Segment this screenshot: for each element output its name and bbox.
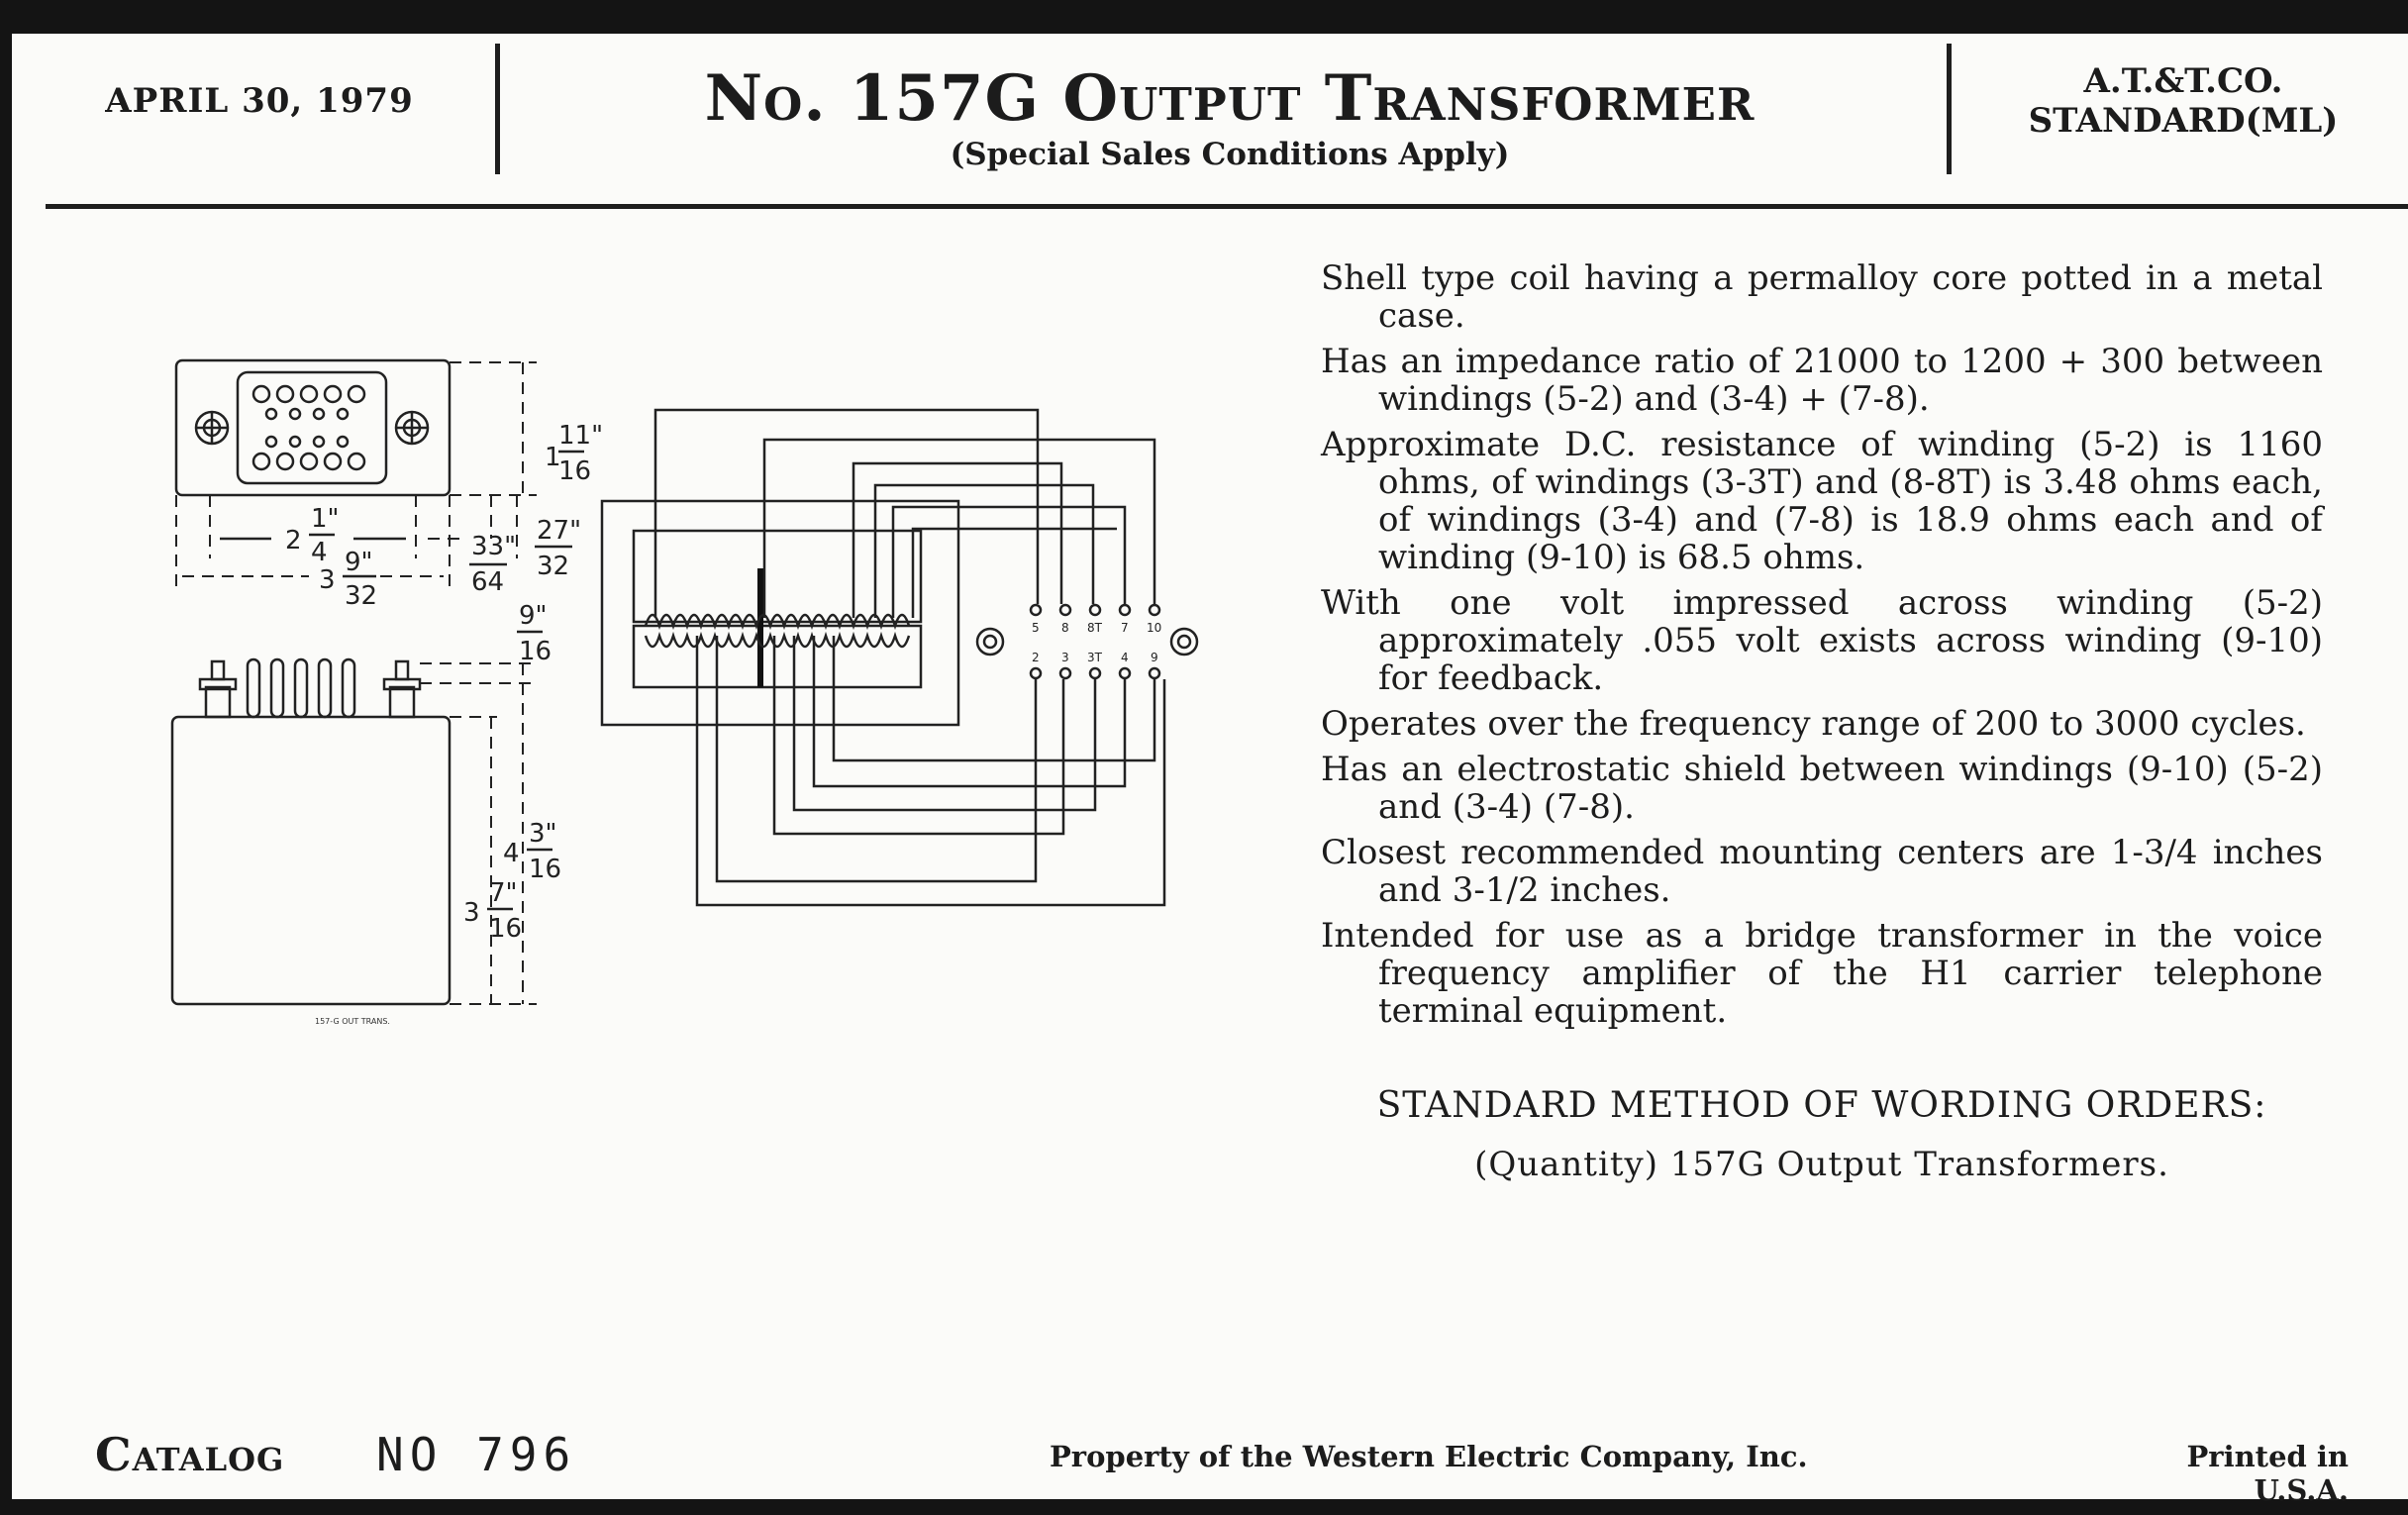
- standard-line-2: STANDARD(ML): [2028, 101, 2339, 141]
- description-text: [1321, 259, 2323, 1038]
- pin-label-7: 7: [1121, 621, 1129, 635]
- dim-side-b-num: 27": [537, 516, 582, 546]
- dim-side-a-den: 64: [471, 567, 505, 597]
- side-view-case: [172, 717, 450, 1004]
- schematic-stud-left: [977, 629, 1003, 655]
- pin-label-5: 5: [1032, 621, 1040, 635]
- ordering-heading: STANDARD METHOD OF WORDING ORDERS:: [1376, 1085, 2267, 1126]
- dim-inner-width-den: 4: [311, 538, 328, 567]
- dim-lug-den: 16: [519, 637, 552, 666]
- dim-side-b-den: 32: [537, 552, 570, 581]
- standard-label: [1958, 61, 2408, 141]
- dim-inner-width-num: 1": [311, 504, 340, 534]
- description-paragraph: Shell type coil having a permalloy core potted in a metal case.: [1321, 258, 2323, 336]
- pin-label-3t: 3T: [1087, 651, 1102, 664]
- dim-inner-width-whole: 2: [285, 526, 302, 556]
- description-paragraph: Intended for use as a bridge transformer in the voice frequency amplifier of the H1 carrier telephone terminal equipment.: [1321, 916, 2323, 1031]
- description-paragraph: Approximate D.C. resistance of winding (5-2) is 1160 ohms, of windings (3-3T) and (8-8T) is 3.48 ohms each, of windings (3-4) and (7-8) is 18.9 ohms each and of winding (9-10) is 68.5 ohms.: [1321, 425, 2323, 577]
- schematic-core-lower: [634, 626, 921, 687]
- standard-line-1: A.T.&T.CO.: [2083, 61, 2283, 101]
- ordering-text: (Quantity) 157G Output Transformers.: [1474, 1145, 2169, 1184]
- schematic-stud-right: [1171, 629, 1197, 655]
- winding-coils-upper: [646, 615, 909, 626]
- dim-body-height-num: 3": [529, 819, 557, 849]
- side-stud-left: [200, 661, 236, 717]
- description-paragraph: Has an impedance ratio of 21000 to 1200 + 300 between windings (5-2) and (3-4) + (7-8).: [1321, 342, 2323, 419]
- solder-lugs: [248, 659, 354, 717]
- side-view: [172, 659, 537, 1004]
- description-paragraph: Operates over the frequency range of 200 to 3000 cycles.: [1321, 704, 2306, 744]
- dim-outer-width-whole: 3: [319, 565, 336, 595]
- dim-body-height-whole: 4: [503, 839, 520, 868]
- pin-label-10: 10: [1147, 621, 1162, 635]
- description-paragraph: Has an electrostatic shield between windings (9-10) (5-2) and (3-4) (7-8).: [1321, 750, 2323, 827]
- dim-height-top-num: 11": [558, 421, 604, 451]
- side-stud-right: [384, 661, 420, 717]
- technical-drawing: [12, 34, 1299, 1123]
- pin-label-2: 2: [1032, 651, 1040, 664]
- pin-label-4: 4: [1121, 651, 1129, 664]
- page-title: No. 157G Output Transformer: [704, 61, 1756, 136]
- dim-lug-num: 9": [519, 601, 548, 631]
- pin-label-8t: 8T: [1087, 621, 1102, 635]
- dim-height-top-den: 16: [558, 456, 592, 486]
- mounting-stud-left: [196, 412, 228, 444]
- description-paragraph: Closest recommended mounting centers are 1-3/4 inches and 3-1/2 inches.: [1321, 833, 2323, 910]
- dim-case-height-den: 16: [489, 914, 523, 944]
- issue-date: APRIL 30, 1979: [105, 81, 414, 121]
- dim-outer-width-num: 9": [345, 548, 373, 577]
- wiring-schematic: [602, 410, 1197, 905]
- pin-label-3: 3: [1061, 651, 1069, 664]
- terminal-pins-bottom: [1031, 668, 1159, 678]
- property-notice: Property of the Western Electric Company, Inc.: [1050, 1440, 1808, 1473]
- dim-side-a-num: 33": [471, 532, 517, 561]
- schematic-core-upper: [634, 531, 921, 622]
- page-subtitle: (Special Sales Conditions Apply): [950, 137, 1510, 172]
- header-divider-right: [1947, 44, 1952, 174]
- dim-case-height-whole: 3: [463, 898, 480, 928]
- dim-case-height-num: 7": [489, 878, 518, 908]
- terminal-holes: [253, 386, 364, 469]
- winding-coils-lower: [646, 636, 909, 647]
- mounting-stud-right: [396, 412, 428, 444]
- catalog-number: NO 796: [376, 1428, 577, 1481]
- printed-notice: Printed in U.S.A.: [2186, 1440, 2349, 1507]
- dim-height-top-whole: 1: [545, 443, 561, 472]
- catalog-card: [12, 34, 2408, 1507]
- description-paragraph: With one volt impressed across winding (5-2) approximately .055 volt exists across winding (9-10) for feedback.: [1321, 583, 2323, 698]
- drawing-label: 157-G OUT TRANS.: [315, 1017, 390, 1026]
- dim-body-height-den: 16: [529, 855, 562, 884]
- catalog-label: Catalog: [95, 1428, 285, 1481]
- terminal-pins-top: [1031, 605, 1159, 615]
- pin-label-9: 9: [1151, 651, 1158, 664]
- pin-label-8: 8: [1061, 621, 1069, 635]
- dim-outer-width-den: 32: [345, 581, 378, 611]
